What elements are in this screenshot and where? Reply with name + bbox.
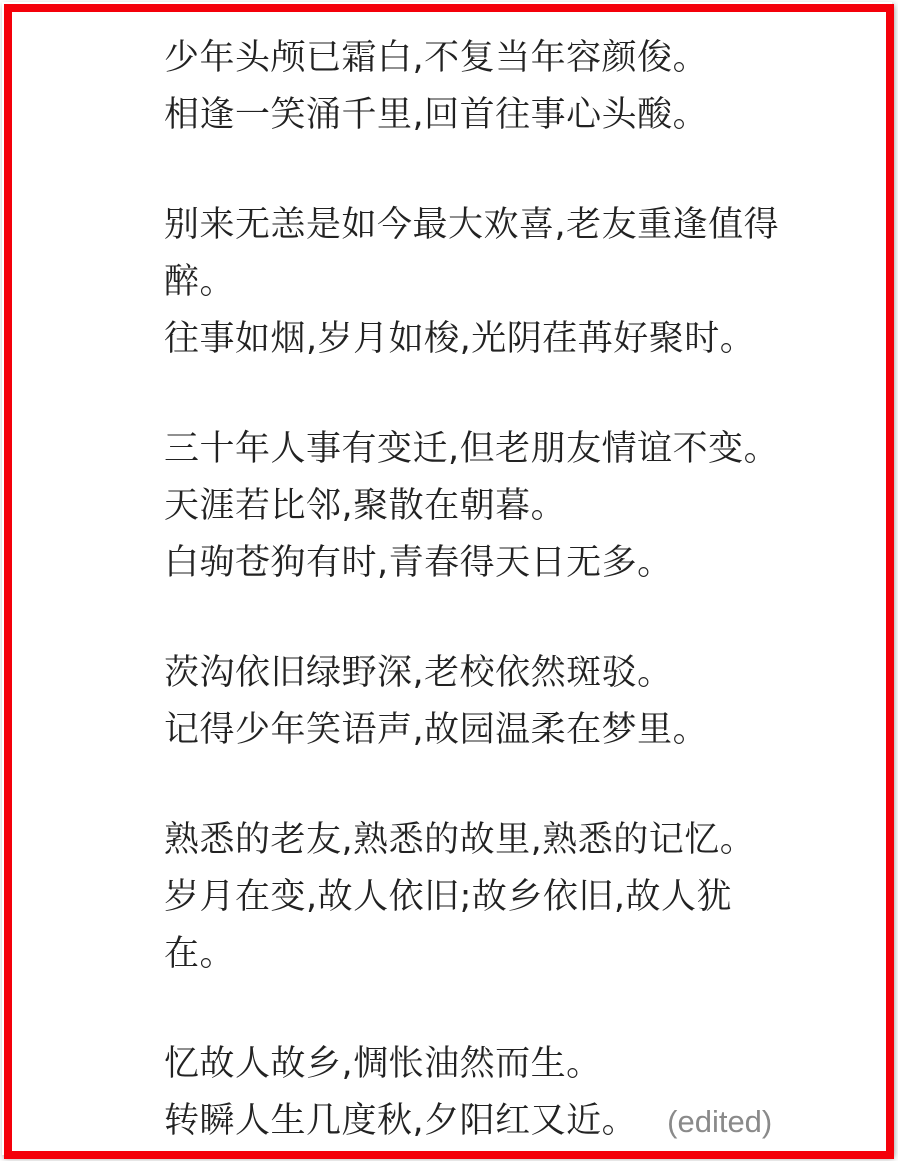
- poem-line: 在。: [164, 934, 236, 974]
- poem-line: 往事如烟,岁月如梭,光阴荏苒好聚时。: [164, 319, 756, 359]
- poem-line: 三十年人事有变迁,但老朋友情谊不变。: [164, 429, 780, 469]
- poem-line: 记得少年笑语声,故园温柔在梦里。: [164, 710, 709, 750]
- message-text[interactable]: [164, 30, 864, 1150]
- poem-last-line: [164, 1093, 864, 1150]
- poem-line: 少年头颅已霜白,不复当年容颜俊。: [164, 38, 709, 78]
- stanza-1: [164, 30, 864, 144]
- stanza-4: [164, 645, 864, 759]
- stanza-3: [164, 421, 864, 592]
- poem-line: 天涯若比邻,聚散在朝暮。: [164, 486, 567, 526]
- stanza-5: [164, 812, 864, 983]
- poem-line: 醉。: [164, 262, 236, 302]
- stanza-6: [164, 1036, 864, 1150]
- poem-line: 别来无恙是如今最大欢喜,老友重逢值得: [164, 205, 780, 245]
- poem-line: 熟悉的老友,熟悉的故里,熟悉的记忆。: [164, 820, 756, 860]
- poem-line-text: 转瞬人生几度秋,夕阳红又近。: [164, 1101, 638, 1141]
- poem-line: 茨沟依旧绿野深,老校依然斑驳。: [164, 653, 673, 693]
- highlight-frame: [4, 4, 894, 1159]
- poem-line: 忆故人故乡,惆怅油然而生。: [164, 1044, 602, 1084]
- poem-line: 白驹苍狗有时,青春得天日无多。: [164, 543, 673, 583]
- poem-line: 相逢一笑涌千里,回首往事心头酸。: [164, 95, 709, 135]
- poem-line: 岁月在变,故人依旧;故乡依旧,故人犹: [164, 877, 733, 917]
- stanza-2: [164, 197, 864, 368]
- edited-label: (edited): [667, 1104, 773, 1139]
